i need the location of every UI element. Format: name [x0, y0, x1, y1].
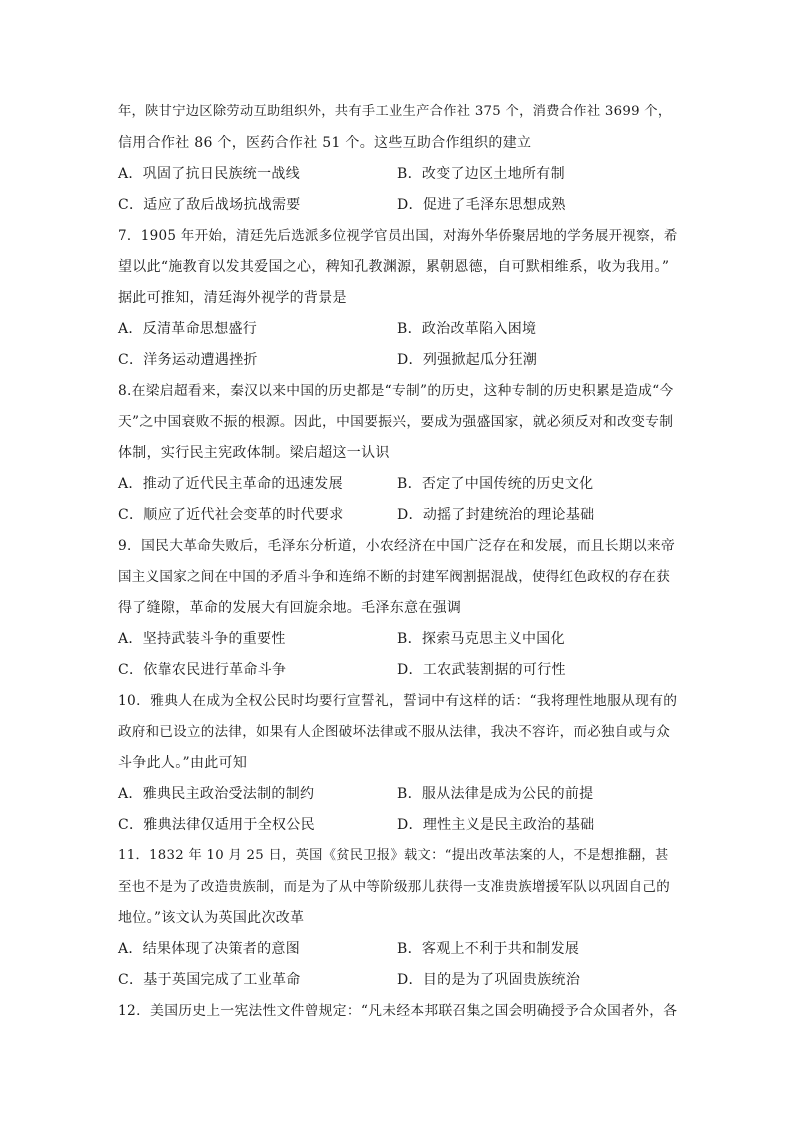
q10-line-3: 斗争此人。”由此可知: [118, 755, 248, 771]
q7-line-1: 7．1905 年开始，清廷先后选派多位视学官员出国，对海外华侨聚居地的学务展开视察，希: [118, 228, 678, 244]
q6-option-a: A．巩固了抗日民族统一战线: [118, 166, 301, 182]
q6-line-2: 信用合作社 86 个，医药合作社 51 个。这些互助合作组织的建立: [118, 135, 532, 151]
q8-option-d: D．动摇了封建统治的理论基础: [397, 507, 595, 523]
q10-option-a: A．雅典民主政治受法制的制约: [118, 786, 315, 802]
q7-option-c: C．洋务运动遭遇挫折: [118, 352, 258, 368]
q11-line-2: 至也不是为了改造贵族制，而是为了从中等阶级那儿获得一支准贵族增援军队以巩固自己的: [118, 879, 670, 895]
q9-option-c: C．依靠农民进行革命斗争: [118, 662, 287, 678]
q9-option-d: D．工农武装割据的可行性: [397, 662, 566, 678]
q6-option-b: B．改变了边区土地所有制: [397, 166, 565, 182]
q6-option-d: D．促进了毛泽东思想成熟: [397, 197, 566, 213]
q9-line-3: 得了缝隙，革命的发展大有回旋余地。毛泽东意在强调: [118, 600, 462, 616]
q10-option-c: C．雅典法律仅适用于全权公民: [118, 817, 315, 833]
q10-line-1: 10．雅典人在成为全权公民时均要行宣誓礼，誓词中有这样的话：“我将理性地服从现有的: [118, 693, 678, 709]
q7-line-3: 据此可推知，清廷海外视学的背景是: [118, 290, 347, 306]
q8-option-b: B．否定了中国传统的历史文化: [397, 476, 594, 492]
q7-option-d: D．列强掀起瓜分狂潮: [397, 352, 538, 368]
q7-option-a: A．反清革命思想盛行: [118, 321, 258, 337]
q10-option-b: B．服从法律是成为公民的前提: [397, 786, 594, 802]
q12-line-1: 12．美国历史上一宪法性文件曾规定：“凡未经本邦联召集之国会明确授予合众国者外，各: [118, 1003, 678, 1019]
q8-line-1: 8.在梁启超看来，秦汉以来中国的历史都是“专制”的历史，这种专制的历史积累是造成“今: [118, 383, 674, 399]
q7-option-b: B．政治改革陷入困境: [397, 321, 537, 337]
q6-line-1: 年，陕甘宁边区除劳动互助组织外，共有手工业生产合作社 375 个，消费合作社 3699 个，: [118, 104, 672, 119]
q9-line-1: 9．国民大革命失败后，毛泽东分析道，小农经济在中国广泛存在和发展，而且长期以来帝: [118, 538, 676, 554]
q11-line-1: 11．1832 年 10 月 25 日，英国《贫民卫报》载文：“提出改革法案的人，不是想推翻，甚: [118, 848, 669, 863]
q6-option-c: C．适应了敌后战场抗战需要: [118, 197, 301, 213]
q9-option-b: B．探索马克思主义中国化: [397, 631, 565, 647]
q11-option-a: A．结果体现了决策者的意图: [118, 941, 301, 957]
q10-option-d: D．理性主义是民主政治的基础: [397, 817, 595, 833]
q8-option-c: C．顺应了近代社会变革的时代要求: [118, 507, 344, 523]
q11-option-b: B．客观上不利于共和制发展: [397, 941, 580, 957]
q9-line-2: 国主义国家之间在中国的矛盾斗争和连绵不断的封建军阀割据混战，使得红色政权的存在获: [118, 569, 670, 585]
q8-line-3: 体制，实行民主宪政体制。梁启超这一认识: [118, 445, 390, 461]
q9-option-a: A．坚持武装斗争的重要性: [118, 631, 286, 647]
q8-line-2: 天”之中国衰败不振的根源。因此，中国要振兴，要成为强盛国家，就必须反对和改变专制: [118, 414, 674, 430]
q11-line-3: 地位。”该文认为英国此次改革: [118, 910, 305, 926]
q11-option-c: C．基于英国完成了工业革命: [118, 972, 301, 988]
q8-option-a: A．推动了近代民主革命的迅速发展: [118, 476, 343, 492]
q10-line-2: 政府和已设立的法律，如果有人企图破坏法律或不服从法律，我决不容许，而必独自或与众: [118, 724, 670, 740]
q7-line-2: 望以此“施教育以发其爱国之心，稗知孔教渊源，累朝恩德，自可默相维系，收为我用。”: [118, 259, 670, 275]
q11-option-d: D．目的是为了巩固贵族统治: [397, 972, 581, 988]
